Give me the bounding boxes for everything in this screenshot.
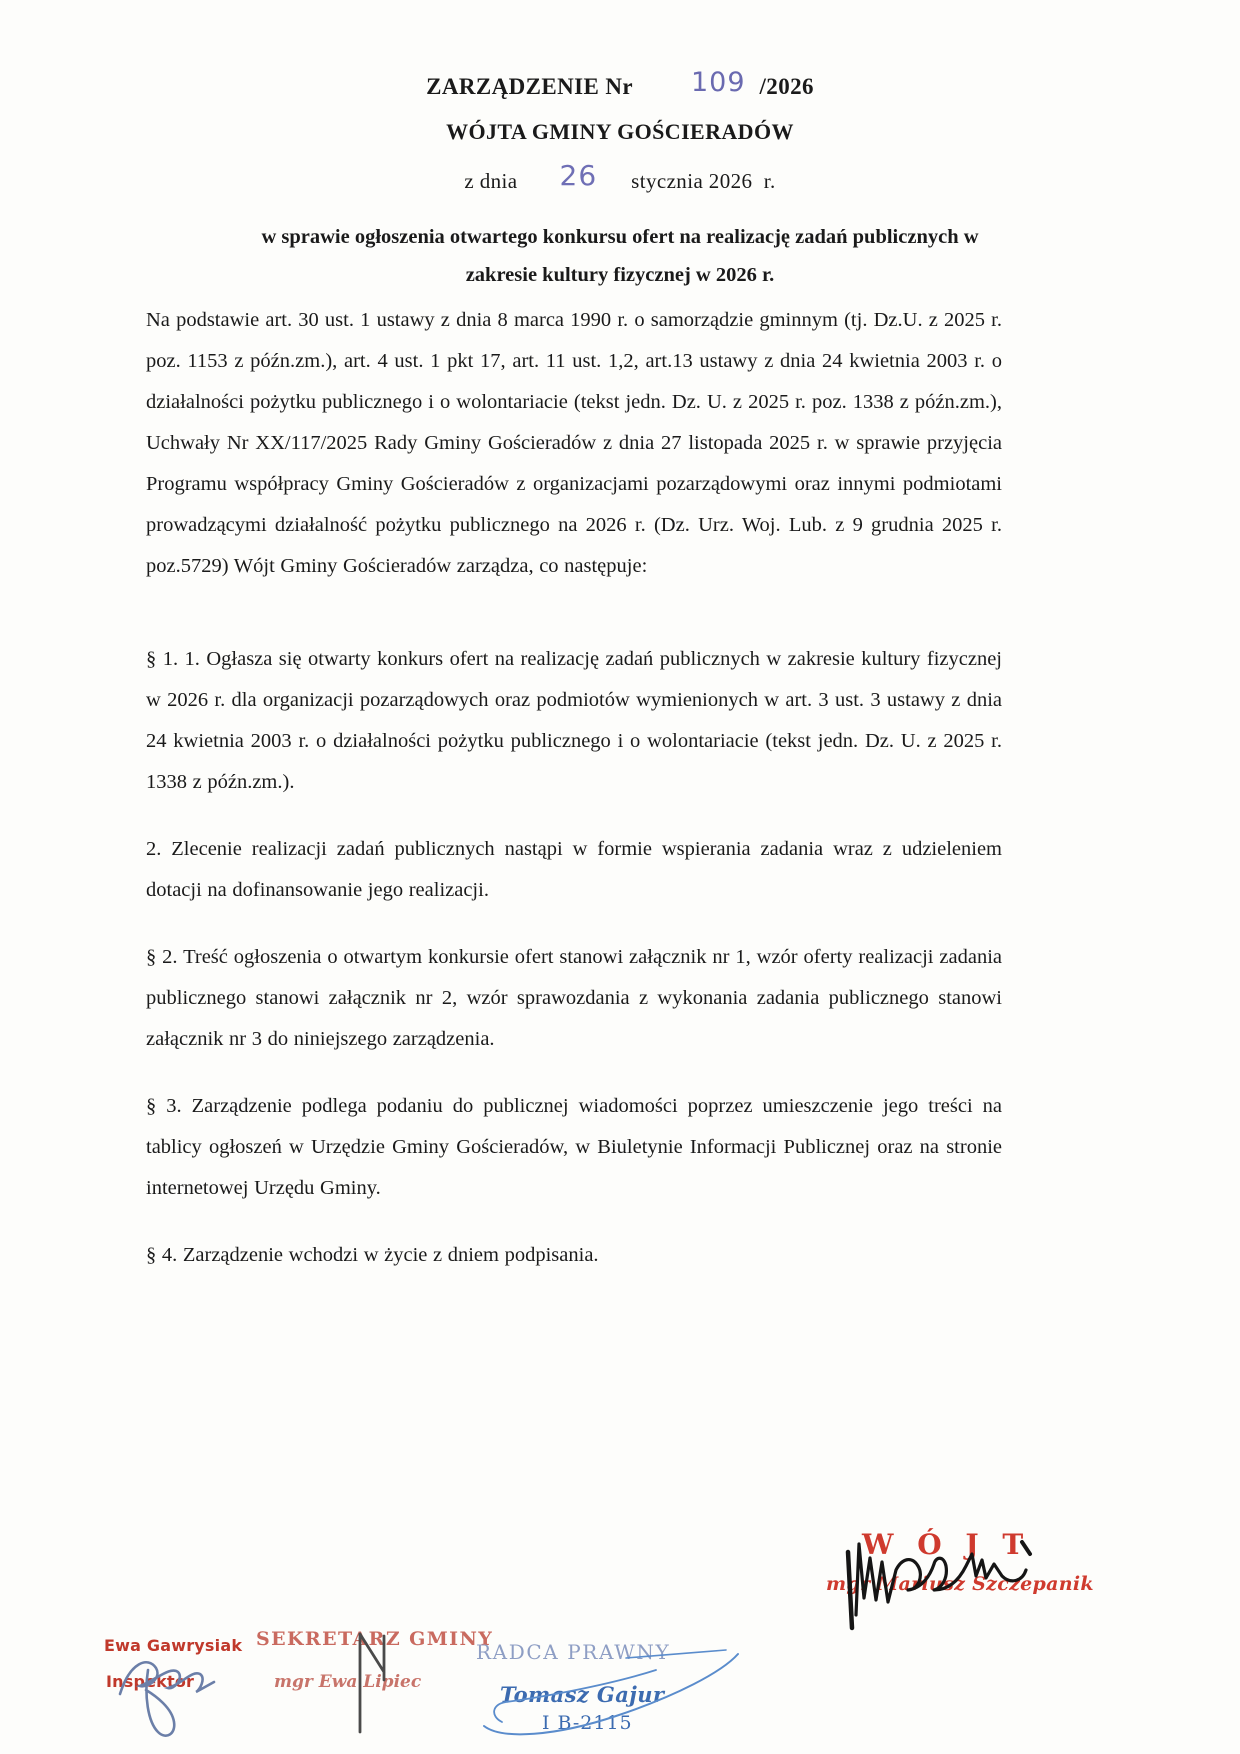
handwritten-day: 26 bbox=[559, 159, 598, 192]
radca-stamp-license: I B-2115 bbox=[542, 1712, 633, 1734]
radca-prawny-stamp bbox=[476, 1640, 756, 1754]
wojt-stamp-title: W Ó J T bbox=[862, 1528, 1031, 1561]
inspektor-stamp-role: Inspektor bbox=[106, 1672, 195, 1691]
paragraph-preamble: Na podstawie art. 30 ust. 1 ustawy z dnia 8 marca 1990 r. o samorządzie gminnym (tj. Dz.U. z 2025 r. poz. 1153 z późn.zm.), art. 4 ust. 1 pkt 17, art. 11 ust. 1,2, art.13 ustawy z dnia 24 kwietnia 2003 r. o działalności pożytku publicznego i o wolontariacie (tekst jedn. Dz. U. z 2025 r. poz. 1338 z późn.zm.), Uchwały Nr XX/117/2025 Rady Gminy Gościeradów z dnia 27 listopada 2025 r. w sprawie przyjęcia Programu współpracy Gminy Gościeradów z organizacjami pozarządowymi oraz innymi podmiotami prowadzącymi działalność pożytku publicznego na 2026 r. (Dz. Urz. Woj. Lub. z 9 grudnia 2025 r. poz.5729) Wójt Gminy Gościeradów zarządza, co następuje: bbox=[146, 309, 1002, 577]
sekretarz-stamp-name: mgr Ewa Lipiec bbox=[274, 1672, 422, 1692]
document-header bbox=[150, 67, 1090, 295]
paragraph-3: § 3. Zarządzenie podlega podaniu do publicznej wiadomości poprzez umieszczenie jego treści na tablicy ogłoszeń w Urzędzie Gminy Gościeradów, w Biuletynie Informacji Publicznej oraz na stronie internetowej Urzędu Gminy. bbox=[146, 1095, 1002, 1199]
radca-stamp-title: RADCA PRAWNY bbox=[476, 1640, 671, 1664]
paragraph-1-point-1: § 1. 1. Ogłasza się otwarty konkurs ofert na realizację zadań publicznych w zakresie kultury fizycznej w 2026 r. dla organizacji pozarządowych oraz podmiotów wymienionych w art. 3 ust. 3 ustawy z dnia 24 kwietnia 2003 r. o działalności pożytku publicznego i o wolontariacie (tekst jedn. Dz. U. z 2025 r. 1338 z późn.zm.). bbox=[146, 648, 1002, 793]
title-decree-label: ZARZĄDZENIE Nr bbox=[426, 74, 633, 99]
title-date-line bbox=[150, 159, 1090, 193]
radca-stamp-name: Tomasz Gajur bbox=[500, 1682, 665, 1707]
spacer bbox=[146, 613, 1002, 639]
inspektor-stamp-name: Ewa Gawrysiak bbox=[104, 1636, 243, 1655]
document-subject bbox=[150, 219, 1090, 295]
document-body bbox=[146, 300, 1002, 1276]
title-decree-year: /2026 bbox=[759, 74, 814, 99]
title-decree-number bbox=[150, 67, 1090, 99]
subject-line-2: zakresie kultury fizycznej w 2026 r. bbox=[465, 263, 775, 286]
wojt-stamp-name: mgr Mariusz Szczepanik bbox=[826, 1573, 1094, 1595]
date-month-year: stycznia 2026 r. bbox=[631, 169, 776, 193]
subject-line-1: w sprawie ogłoszenia otwartego konkursu ofert na realizację zadań publicznych w bbox=[261, 226, 979, 248]
sekretarz-stamp-title: SEKRETARZ GMINY bbox=[256, 1628, 494, 1650]
paragraph-4: § 4. Zarządzenie wchodzi w życie z dniem podpisania. bbox=[146, 1244, 599, 1266]
date-label: z dnia bbox=[464, 169, 518, 193]
handwritten-decree-number: 109 bbox=[690, 67, 746, 98]
paragraph-2: § 2. Treść ogłoszenia o otwartym konkursie ofert stanowi załącznik nr 1, wzór oferty realizacji zadania publicznego stanowi załącznik nr 2, wzór sprawozdania z wykonania zadania publicznego stanowi załącznik nr 3 do niniejszego zarządzenia. bbox=[146, 946, 1002, 1050]
wojt-stamp bbox=[826, 1520, 1126, 1650]
paragraph-1-point-2: 2. Zlecenie realizacji zadań publicznych nastąpi w formie wspierania zadania wraz z udzieleniem dotacji na dofinansowanie jego realizacji. bbox=[146, 838, 1002, 901]
title-authority: WÓJTA GMINY GOŚCIERADÓW bbox=[446, 119, 794, 144]
